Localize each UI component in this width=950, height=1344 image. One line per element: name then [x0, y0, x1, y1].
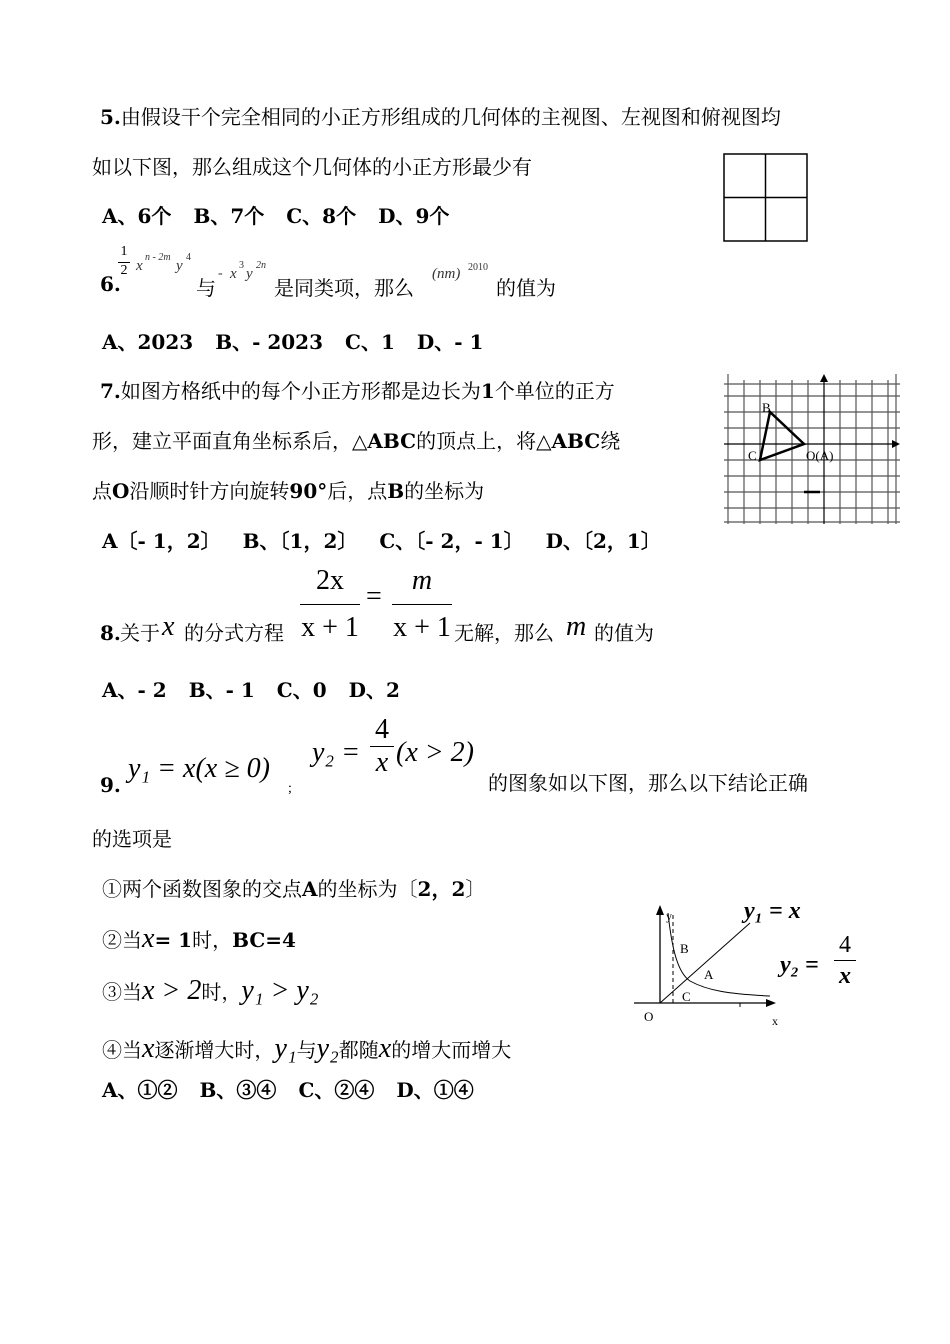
q7-line2-text-a: 形，建立平面直角坐标系后，△: [92, 429, 368, 453]
q7-line3-bold2: 90°: [289, 479, 328, 503]
q5-option-d: D、9个: [378, 204, 450, 228]
q8-text-d: 的值为: [594, 621, 654, 645]
q9-s2-text-a: ②当: [102, 928, 142, 952]
q8-rhs-den: x + 1: [392, 604, 452, 645]
q6-term2-exp1: 3: [239, 260, 244, 271]
q7-line3: [92, 478, 484, 504]
q9-s4-text-c: 与: [296, 1038, 317, 1062]
q6-number: 6.: [100, 272, 121, 296]
q8-text-c: 无解，那么: [454, 621, 554, 645]
q9-line2: 的选项是: [92, 827, 172, 851]
q9-s4-y1: y₁: [274, 1033, 297, 1064]
q8-rhs-num: m: [411, 565, 433, 596]
q7-label-b: B: [762, 400, 771, 415]
q6-term2-sign: -: [218, 266, 223, 281]
q9-f2-lhs: y₂ =: [312, 737, 361, 768]
q7-option-b: B、〔1，2〕: [242, 529, 358, 553]
q8-option-a: A、- 2: [102, 678, 167, 702]
q9-s4-text-d: 都随: [338, 1038, 379, 1062]
q8-eq: =: [366, 581, 382, 612]
q8-option-d: D、2: [348, 678, 400, 702]
q6-end-text: 的值为: [496, 276, 556, 300]
q9-statement-2: [102, 923, 296, 954]
q9-label-b: B: [680, 941, 689, 956]
q6-option-a: A、2023: [102, 330, 194, 354]
q9-f2-frac: [370, 714, 394, 779]
q9-statement-1: [102, 876, 485, 902]
q7-line2-bold2: ABC: [551, 429, 601, 453]
q9-s2-var: x: [142, 923, 155, 954]
q9-sep: ;: [288, 781, 292, 796]
q8-lhs-den: x + 1: [300, 604, 360, 645]
q9-f1: y₁ = x(x ≥ 0): [128, 753, 270, 784]
q8-var-m: m: [566, 611, 587, 642]
q7-line2-text-c: 绕: [600, 429, 621, 453]
q7-line1: [100, 378, 615, 404]
q9-fig-y2-den: x: [834, 960, 856, 991]
q6-power-base: (nm): [432, 266, 461, 282]
q6-term2-exp2: 2n: [256, 260, 266, 271]
q9-s1-text-a: ①两个函数图象的交点: [102, 877, 302, 901]
q9-fig-y1-formula: y₁ = x: [744, 898, 801, 924]
q7-line2: [92, 428, 620, 454]
q5-options: [102, 203, 449, 229]
q9-fig-y2-num: 4: [839, 932, 851, 958]
q6-term1-exp1: n - 2m: [145, 252, 171, 263]
q9-s1-text-c: 〕: [465, 877, 486, 901]
q6-term1-var2: y: [176, 258, 183, 274]
q6-connector: 与: [196, 276, 216, 300]
q7-line3-bold1: O: [112, 479, 130, 503]
q5-text-line1: 由假设干个完全相同的小正方形组成的几何体的主视图、左视图和俯视图均: [120, 105, 781, 129]
q9-f2-num: 4: [375, 714, 389, 745]
q6-frac-num: 1: [120, 244, 128, 259]
q9-x-arrow: [766, 999, 776, 1007]
q6-option-c: C、1: [345, 330, 395, 354]
q5-text-line2: 如以下图，那么组成这个几何体的小正方形最少有: [92, 155, 532, 179]
q9-y-arrow: [656, 905, 664, 915]
q9-statement-3: [102, 975, 319, 1006]
q9-line-y1: [660, 923, 750, 1003]
q7-grid-figure: [722, 372, 902, 527]
q9-s4-var2: x: [378, 1033, 392, 1064]
q7-option-a: A〔- 1，2〕: [102, 529, 221, 553]
q5-view-figure: [722, 152, 810, 244]
q8-option-b: B、- 1: [188, 678, 255, 702]
q9-label-a: A: [704, 967, 714, 982]
q9-s1-bold2: 2，2: [417, 877, 466, 901]
q9-s3-math2: y₁ > y₂: [241, 975, 319, 1006]
q7-number: 7.: [100, 379, 121, 403]
q6-power-exp: 2010: [468, 262, 488, 273]
q9-s2-text-b: 时，: [192, 928, 233, 952]
q7-line3-text-b: 沿顺时针方向旋转: [129, 479, 290, 503]
q6-options: [102, 329, 483, 355]
q7-line3-text-d: 的坐标为: [404, 479, 485, 503]
q7-line3-bold3: B: [387, 479, 405, 503]
q5-option-b: B、7个: [193, 204, 265, 228]
q9-s1-text-b: 的坐标为〔: [317, 877, 418, 901]
q8-var-x: x: [162, 611, 175, 642]
q9-f2-den: x: [370, 746, 394, 779]
q9-label-x: x: [772, 1014, 778, 1028]
q9-text-a: 的图象如以下图，那么以下结论正确: [488, 771, 808, 795]
q8-lhs-num: 2x: [316, 565, 344, 596]
q8-options: [102, 677, 400, 703]
q9-label-c: C: [682, 989, 691, 1004]
q9-statement-4: [102, 1033, 512, 1064]
q9-s3-text-a: ③当: [102, 980, 142, 1004]
q6-option-b: B、- 2023: [215, 330, 324, 354]
q6-term1-exp2: 4: [186, 252, 191, 263]
q9-s4-text-b: 逐渐增大时，: [154, 1038, 275, 1062]
q9-s4-text-a: ④当: [102, 1038, 142, 1062]
q8-option-c: C、0: [276, 678, 327, 702]
q6-frac-den: 2: [118, 262, 130, 279]
q8-text-a: 关于: [120, 621, 160, 645]
q7-line3-text-c: 后，点: [327, 479, 388, 503]
q7-line2-text-b: 的顶点上，将△: [416, 429, 552, 453]
q9-s3-text-b: 时，: [201, 980, 242, 1004]
q9-option-c: C、②④: [298, 1078, 375, 1102]
q6-frac: [118, 244, 130, 279]
q6-mid-text: 是同类项，那么: [274, 276, 414, 300]
q9-s4-text-e: 的增大而增大: [391, 1038, 512, 1062]
q9-options: [102, 1077, 474, 1103]
q5-option-a: A、6个: [102, 204, 172, 228]
q9-s4-y2: y₂: [316, 1033, 339, 1064]
q7-option-c: C、〔- 2，- 1〕: [379, 529, 524, 553]
q7-line1-text-a: 如图方格纸中的每个小正方形都是边长为: [120, 379, 481, 403]
q6-term2-var2: y: [246, 266, 253, 282]
q9-s1-bold: A: [302, 877, 318, 901]
q7-y-arrow: [820, 374, 828, 382]
q9-fig-y2-lhs: y₂ =: [780, 952, 819, 978]
q7-line1-text-b: 个单位的正方: [494, 379, 615, 403]
q9-fig-y2-frac: [834, 930, 856, 991]
q9-number: 9.: [100, 773, 121, 797]
q9-option-b: B、③④: [199, 1078, 277, 1102]
q9-label-y: y: [666, 909, 672, 923]
q6-option-d: D、- 1: [416, 330, 484, 354]
q7-option-d: D、〔2，1〕: [545, 529, 661, 553]
q7-label-o: O(A): [806, 448, 834, 463]
q7-line3-text-a: 点: [92, 479, 112, 503]
q7-line1-bold: 1: [480, 379, 495, 403]
q9-option-a: A、①②: [102, 1078, 178, 1102]
q9-f2-cond: (x > 2): [396, 737, 474, 768]
q6-term2-var1: x: [230, 266, 237, 282]
q9-s4-var: x: [142, 1033, 155, 1064]
q8-rhs-frac: [392, 564, 452, 645]
q8-lhs-frac: [300, 564, 360, 645]
q9-s3-math: x > 2: [142, 975, 202, 1006]
q5-number: 5.: [100, 105, 121, 129]
q8-text-b: 的分式方程: [184, 621, 284, 645]
q7-options: [102, 528, 661, 554]
q9-s2-bold2: BC=4: [232, 928, 296, 952]
q9-s2-bold: = 1: [154, 928, 193, 952]
q5-option-c: C、8个: [286, 204, 357, 228]
q8-number: 8.: [100, 621, 121, 645]
q5-line1: [100, 104, 781, 130]
q7-triangle-abc: [760, 412, 804, 460]
q7-label-c: C: [748, 448, 757, 463]
q9-label-o: O: [644, 1009, 654, 1024]
q7-line2-bold1: ABC: [367, 429, 417, 453]
q9-option-d: D、①④: [396, 1078, 474, 1102]
q6-term1-var1: x: [136, 258, 143, 274]
